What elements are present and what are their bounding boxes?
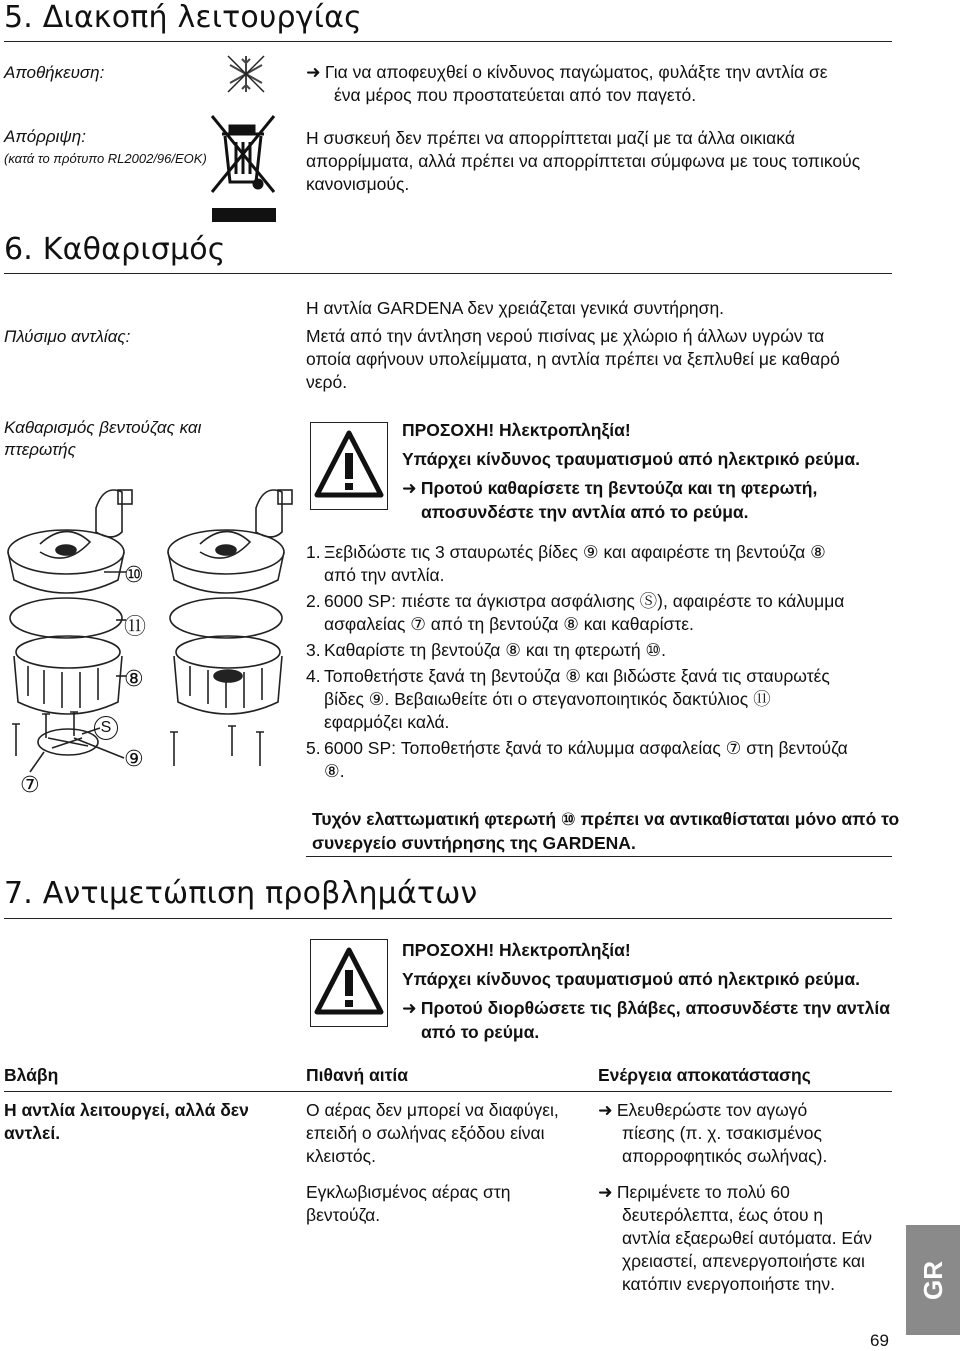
disposal-line-3: κανονισμούς. [306,174,410,194]
arrow-right-icon: ➜ [306,62,321,82]
remedy-line: δευτερόλεπτα, έως ότου η [622,1205,824,1225]
warning-action-line-1: Προτού καθαρίσετε τη βεντούζα και τη φτερωτή, [420,478,818,498]
disposal-line-2: απορρίμματα, αλλά πρέπει να απορρίπτεται σύμφωνα με τους τοπικούς [306,151,861,171]
cleaning-label [4,417,201,461]
callout-8: ⑧ [124,666,144,691]
arrow-right-icon: ➜ [598,1182,613,1202]
step-line: Τοποθετήστε ξανά τη βεντούζα ⑧ και βιδώστε ξανά τις σταυρωτές [324,666,830,686]
warning-triangle-icon [311,940,387,1026]
step-line: ασφαλείας ⑦ από τη βεντούζα ⑧ και καθαρίστε. [324,614,694,634]
cause-line: Ο αέρας δεν μπορεί να διαφύγει, [306,1100,559,1120]
section-divider [4,273,892,274]
remedy-line: αντλία εξαερωθεί αυτόματα. Εάν [622,1228,872,1248]
warning-triangle-icon [311,423,387,509]
fault-line-2: αντλεί. [4,1123,61,1143]
section-6-title: 6. Καθαρισμός [4,232,226,267]
language-tab [906,1225,960,1335]
storage-line-1: Για να αποφευχθεί ο κίνδυνος παγώματος, φυλάξτε την αντλία σε [324,62,828,82]
page-number: 69 [870,1331,889,1350]
warning-line: Υπάρχει κίνδυνος τραυματισμού από ηλεκτρικό ρεύμα. [402,969,861,989]
callout-11: ⑪ [124,614,147,639]
callout-10: ⑩ [124,562,144,587]
disposal-label-title: Απόρριψη: [4,127,86,146]
col-header-remedy: Ενέργεια αποκατάστασης [598,1065,811,1085]
arrow-right-icon: ➜ [402,478,417,498]
cleaning-steps [306,541,848,783]
step-number: 2. [306,591,321,611]
storage-text [306,61,828,107]
cause-cell-1 [306,1099,559,1168]
arrow-right-icon: ➜ [598,1100,613,1120]
step-line: Ξεβιδώστε τις 3 σταυρωτές βίδες ⑨ και αφαιρέστε τη βεντούζα ⑧ [324,542,826,562]
callout-7: ⑦ [20,772,40,797]
section-7-title: 7. Αντιμετώπιση προβλημάτων [4,876,478,911]
step-line: από την αντλία. [324,565,445,585]
step-5 [306,737,848,783]
flush-text [306,325,840,394]
language-tab-label: GR [917,1260,948,1300]
flush-line-1: Μετά από την άντληση νερού πισίνας με χλώριο ή άλλων υγρών τα [306,326,825,346]
remedy-line: κατόπιν ενεργοποιήστε την. [622,1274,835,1294]
step-line: βίδες ⑨. Βεβαιωθείτε ότι ο στεγανοποιητικός δακτύλιος ⑪ [324,689,771,709]
step-number: 3. [306,640,321,660]
warning-box [310,939,388,1027]
step-number: 1. [306,542,321,562]
cause-line: κλειστός. [306,1146,376,1166]
flush-label: Πλύσιμο αντλίας: [4,327,131,346]
flush-line-2: οποία αφήνουν υπολείμματα, η αντλία πρέπει να ξεπλυθεί με καθαρό [306,349,840,369]
arrow-right-icon: ➜ [402,998,417,1018]
warning-action-line-2: από το ρεύμα. [421,1022,540,1042]
step-1 [306,541,848,587]
disposal-line-1: Η συσκευή δεν πρέπει να απορρίπτεται μαζί με τα άλλα οικιακά [306,128,795,148]
col-header-cause: Πιθανή αιτία [306,1065,409,1085]
callout-9: ⑨ [124,746,144,771]
disposal-text [306,127,860,196]
step-number: 4. [306,666,321,686]
note-line-1: Τυχόν ελαττωματική φτερωτή ⑩ πρέπει να αντικαθίσταται μόνο από το [312,809,900,829]
step-line: 6000 SP: πιέστε τα άγκιστρα ασφάλισης Ⓢ), αφαιρέστε το κάλυμμα [324,591,845,611]
fault-cell [4,1099,249,1145]
callout-s: S [94,716,118,740]
impeller-note [312,807,899,855]
fault-line-1: Η αντλία λειτουργεί, αλλά δεν [4,1100,249,1120]
warning-title: ΠΡΟΣΟΧΗ! Ηλεκτροπληξία! [402,940,631,960]
remedy-cell-2 [598,1181,872,1296]
step-2 [306,590,848,636]
warning-text-1 [402,418,860,524]
cleaning-label-line-2: πτερωτής [4,440,76,459]
flush-line-3: νερό. [306,372,348,392]
disposal-label [4,126,207,170]
step-line: εφαρμόζει καλά. [324,712,450,732]
remedy-line: Περιμένετε το πολύ 60 [616,1182,790,1202]
warning-line: Υπάρχει κίνδυνος τραυματισμού από ηλεκτρικό ρεύμα. [402,449,861,469]
warning-box [310,422,388,510]
cause-cell-2 [306,1181,510,1227]
note-divider [306,856,892,857]
section-divider [4,41,892,42]
section-divider [4,918,892,919]
note-line-2: συνεργείο συντήρησης της GARDENA. [312,833,636,853]
step-4 [306,665,848,734]
warning-title: ΠΡΟΣΟΧΗ! Ηλεκτροπληξία! [402,420,631,440]
storage-line-2: ένα μέρος που προστατεύεται από τον παγετό. [334,85,697,105]
cause-line: Εγκλωβισμένος αέρας στη [306,1182,511,1202]
step-line: 6000 SP: Τοποθετήστε ξανά το κάλυμμα ασφαλείας ⑦ στη βεντούζα [324,738,848,758]
pump-exploded-diagram [4,480,300,810]
step-3 [306,639,848,662]
remedy-line: πίεσης (π. χ. τσακισμένος [622,1123,822,1143]
cleaning-label-line-1: Καθαρισμός βεντούζας και [4,418,202,437]
col-header-fault: Βλάβη [4,1065,59,1085]
step-line: Καθαρίστε τη βεντούζα ⑧ και τη φτερωτή ⑩. [324,640,666,660]
warning-action-line-1: Προτού διορθώσετε τις βλάβες, αποσυνδέστε την αντλία [420,998,890,1018]
crossed-bin-icon [208,112,280,224]
table-header-divider [4,1091,892,1092]
frost-protect-icon [222,50,270,98]
step-line: ⑧. [324,761,345,781]
section-5-title: 5. Διακοπή λειτουργίας [4,0,362,35]
remedy-line: Ελευθερώστε τον αγωγό [616,1100,808,1120]
remedy-line: απορροφητικός σωλήνας). [622,1146,828,1166]
disposal-label-sub: (κατά το πρότυπο RL2002/96/ΕΟΚ) [4,151,207,166]
warning-action-line-2: αποσυνδέστε την αντλία από το ρεύμα. [421,502,749,522]
cause-line: επειδή ο σωλήνας εξόδου είναι [306,1123,545,1143]
warning-text-2 [402,938,890,1044]
remedy-cell-1 [598,1099,827,1168]
step-number: 5. [306,738,321,758]
cause-line: βεντούζα. [306,1205,381,1225]
storage-label: Αποθήκευση: [4,63,105,82]
maintenance-intro: Η αντλία GARDENA δεν χρειάζεται γενικά συντήρηση. [306,298,725,318]
remedy-line: χρειαστεί, απενεργοποιήστε και [622,1251,865,1271]
